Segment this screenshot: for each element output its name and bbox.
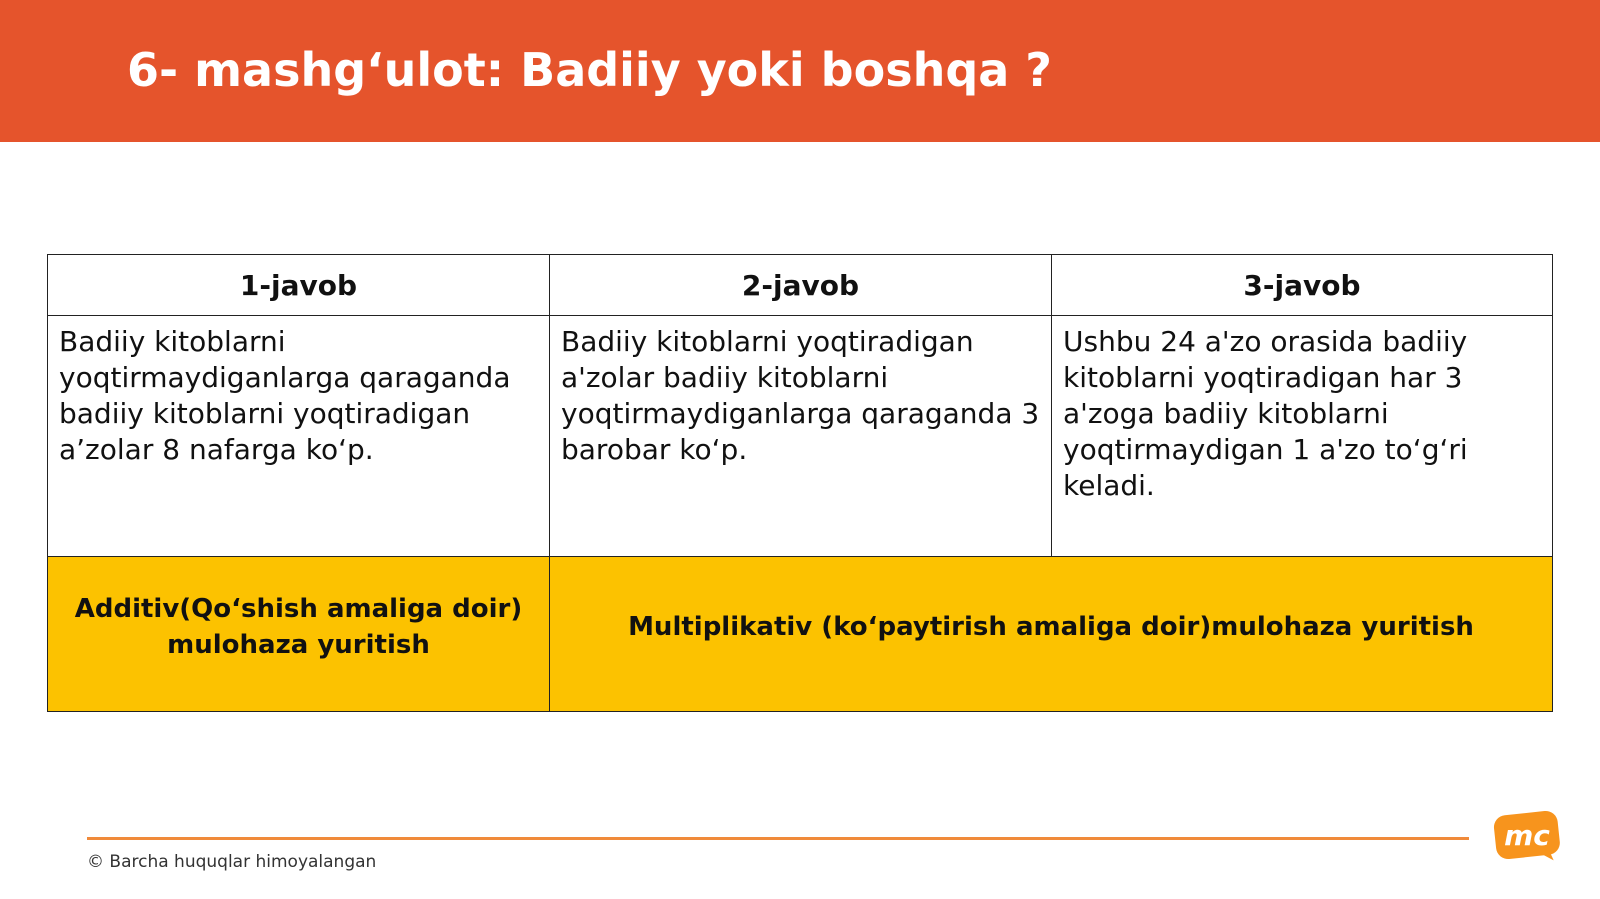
- mc-brand-logo-icon: [1491, 807, 1563, 865]
- category-cell-multiplicative: [550, 557, 1553, 712]
- table-header-row: [48, 255, 1553, 316]
- answers-table: [47, 254, 1553, 712]
- category-cell-additive: [48, 557, 550, 712]
- answer-text-3: Ushbu 24 a'zo orasida badiiy kitoblarni yoqtiradigan har 3 a'zoga badiiy kitoblarni yoqtirmaydigan 1 a'zo to‘g‘ri keladi.: [1063, 325, 1468, 502]
- category-row: [48, 557, 1553, 712]
- copyright-text: © Barcha huquqlar himoyalangan: [87, 852, 377, 872]
- answer-text-2: Badiiy kitoblarni yoqtiradigan a'zolar badiiy kitoblarni yoqtirmaydiganlarga qaraganda 3 barobar ko‘p.: [561, 325, 1040, 466]
- slide-title: 6- mashg‘ulot: Badiiy yoki boshqa ?: [127, 43, 1052, 97]
- column-header-answer-2: 2-javob: [550, 255, 1052, 316]
- brand-logo-text: mc: [1504, 819, 1550, 852]
- answers-row: [48, 316, 1553, 557]
- answer-cell-3: [1052, 316, 1553, 557]
- footer-divider: [87, 837, 1469, 840]
- column-header-answer-1: 1-javob: [48, 255, 550, 316]
- answer-text-1: Badiiy kitoblarni yoqtirmaydiganlarga qaraganda badiiy kitoblarni yoqtiradigan a’zolar 8 nafarga ko‘p.: [59, 325, 511, 466]
- category-additive-label: Additiv(Qo‘shish amaliga doir) mulohaza yuritish: [74, 594, 523, 660]
- category-multiplicative-label: Multiplikativ (ko‘paytirish amaliga doir)mulohaza yuritish: [628, 612, 1474, 642]
- answer-cell-2: [550, 316, 1052, 557]
- header-bar: [0, 0, 1600, 142]
- answer-cell-1: [48, 316, 550, 557]
- column-header-answer-3: 3-javob: [1052, 255, 1553, 316]
